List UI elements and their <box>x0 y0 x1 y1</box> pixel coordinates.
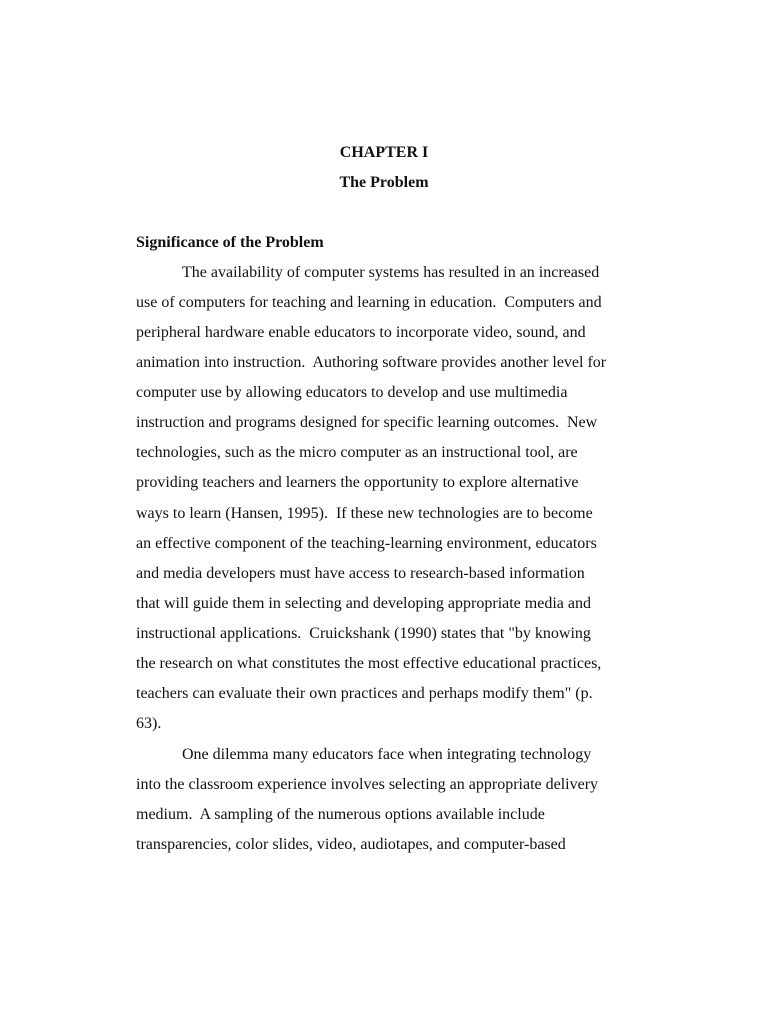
paragraph-line: the research on what constitutes the most effective educational practices, <box>136 655 602 672</box>
paragraph-line: an effective component of the teaching-learning environment, educators <box>136 535 597 552</box>
paragraph-line: that will guide them in selecting and developing appropriate media and <box>136 595 591 612</box>
chapter-title: The Problem <box>339 174 429 191</box>
paragraph-line: transparencies, color slides, video, audiotapes, and computer-based <box>136 836 566 853</box>
paragraph-line: into the classroom experience involves selecting an appropriate delivery <box>136 776 599 793</box>
paragraph-line: 63). <box>136 715 162 732</box>
paragraph-line: ways to learn (Hansen, 1995). If these new technologies are to become <box>136 505 593 522</box>
paragraph-line: providing teachers and learners the opportunity to explore alternative <box>136 474 579 491</box>
paragraph-line: medium. A sampling of the numerous options available include <box>136 806 545 823</box>
paragraph-line: instructional applications. Cruickshank (1990) states that "by knowing <box>136 625 591 642</box>
paragraph-line: and media developers must have access to research-based information <box>136 565 585 582</box>
paragraph-line: computer use by allowing educators to develop and use multimedia <box>136 384 568 401</box>
paragraph-line: One dilemma many educators face when integrating technology <box>182 746 592 763</box>
paragraph-line: instruction and programs designed for specific learning outcomes. New <box>136 414 598 431</box>
paragraph-line: teachers can evaluate their own practices and perhaps modify them" (p. <box>136 685 593 702</box>
paragraph-line: animation into instruction. Authoring software provides another level for <box>136 354 607 371</box>
paragraph-line: technologies, such as the micro computer as an instructional tool, are <box>136 444 578 461</box>
section-heading: Significance of the Problem <box>136 234 324 251</box>
paragraph-line: use of computers for teaching and learning in education. Computers and <box>136 294 602 311</box>
paragraph-line: peripheral hardware enable educators to incorporate video, sound, and <box>136 324 586 341</box>
chapter-number: CHAPTER I <box>339 144 429 161</box>
paragraph-line: The availability of computer systems has resulted in an increased <box>182 264 600 281</box>
